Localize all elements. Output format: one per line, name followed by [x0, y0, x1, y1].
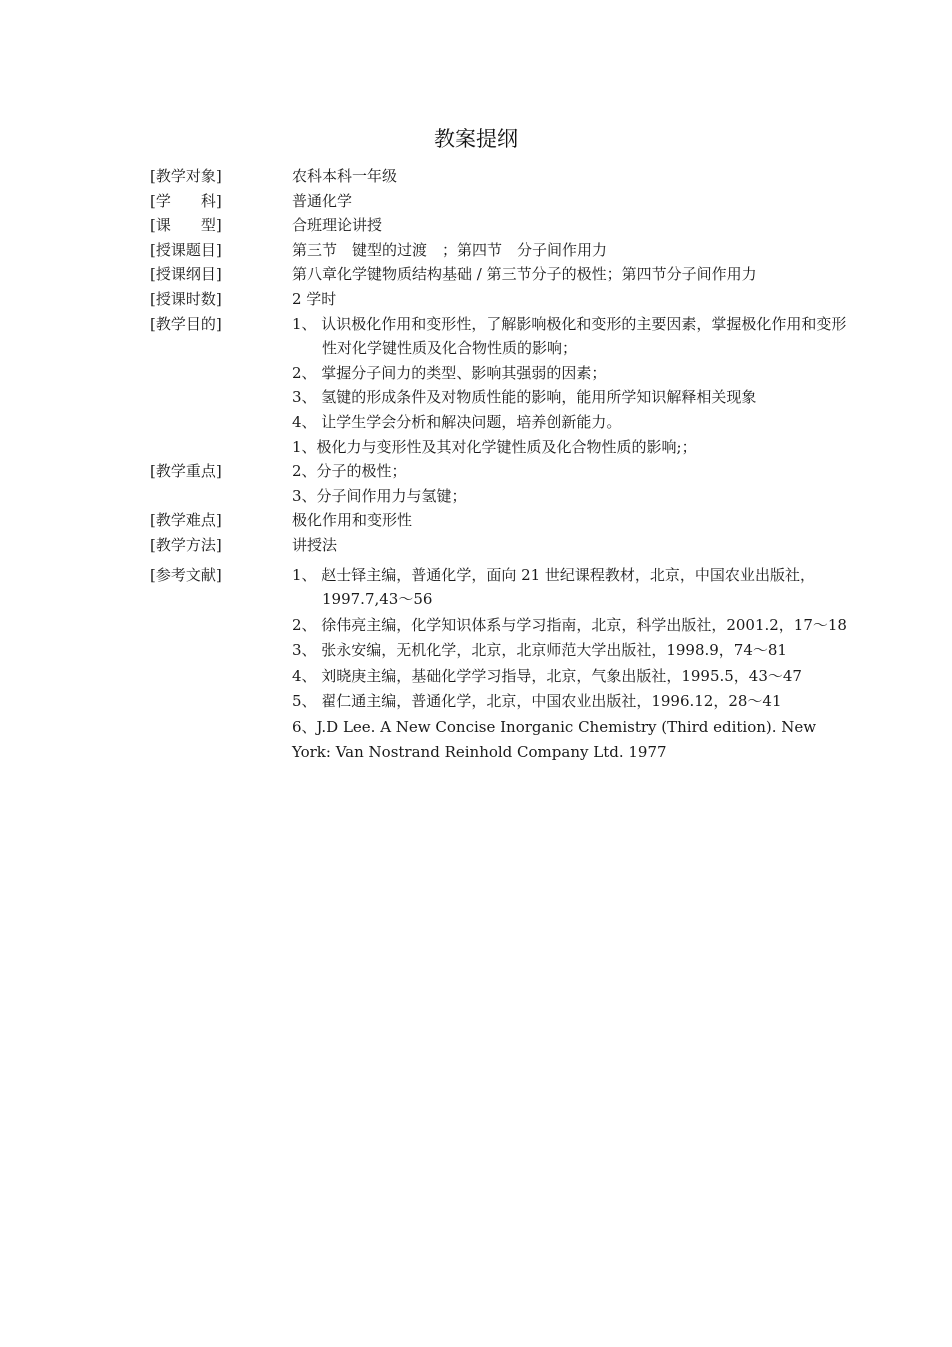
- field-value: 第八章化学键物质结构基础 / 第三节分子的极性；第四节分子间作用力: [292, 265, 757, 284]
- reference-item: 1、 赵士铎主编，普通化学，面向 21 世纪课程教材，北京，中国农业出版社，1997.7,43～56: [292, 565, 815, 609]
- list-item: 1、极化力与变形性及其对化学键性质及化合物性质的影响;；: [292, 437, 697, 456]
- field-label-text: [教学重点]: [150, 462, 222, 481]
- field-difficulties: [150, 508, 850, 533]
- reference-item: 3、 张永安编，无机化学，北京，北京师范大学出版社，1998.9，74～81: [292, 641, 787, 660]
- field-subject: [150, 189, 850, 214]
- reference-item: 4、 刘晓庚主编，基础化学学习指导，北京，气象出版社，1995.5，43～47: [292, 666, 802, 685]
- field-topic: [150, 238, 850, 263]
- reference-item: 2、 徐伟亮主编，化学知识体系与学习指南，北京，科学出版社，2001.2，17～18: [292, 615, 847, 634]
- reference-item: 6、J.D Lee. A New Concise Inorganic Chemistry (Third edition). New York: Van Nostrand Reinhold Company Ltd. 1977: [292, 718, 817, 761]
- field-label: [参考文献]: [150, 565, 222, 584]
- field-objectives: [150, 312, 850, 435]
- field-references: [150, 563, 850, 765]
- field-key-points: [150, 435, 850, 509]
- field-value: [292, 435, 850, 509]
- lesson-plan-fields: [150, 164, 850, 764]
- field-label: [授课纲目]: [150, 265, 222, 284]
- field-value: 普通化学: [292, 191, 353, 210]
- field-value: 农科本科一年级: [292, 167, 398, 185]
- field-label: [教学目的]: [150, 314, 222, 333]
- field-label: [教学难点]: [150, 511, 222, 530]
- field-value: 讲授法: [292, 535, 338, 554]
- field-value: 极化作用和变形性: [292, 511, 413, 530]
- list-item: 4、 让学生学会分析和解决问题，培养创新能力。: [292, 412, 622, 431]
- list-item: 2、 掌握分子间力的类型、影响其强弱的因素；: [292, 363, 607, 382]
- field-label: [授课时数]: [150, 289, 222, 308]
- field-value: [292, 312, 850, 435]
- field-label: [教学方法]: [150, 535, 222, 554]
- field-hours: [150, 287, 850, 312]
- field-value: 第三节 键型的过渡 ；第四节 分子间作用力: [292, 240, 608, 259]
- page-title: 教案提纲: [434, 127, 518, 151]
- list-item: 3、 氢键的形成条件及对物质性能的影响，能用所学知识解释相关现象: [292, 388, 757, 407]
- field-label: [学 科]: [150, 191, 222, 210]
- field-value: 合班理论讲授: [292, 216, 383, 235]
- field-methods: [150, 533, 850, 558]
- field-course-type: [150, 213, 850, 238]
- field-value: [292, 563, 850, 765]
- field-outline: [150, 262, 850, 287]
- field-label: [教学对象]: [150, 167, 222, 185]
- field-label: [课 型]: [150, 216, 222, 235]
- field-value: 2 学时: [292, 289, 337, 308]
- list-item: 3、分子间作用力与氢键；: [292, 486, 467, 505]
- list-item: 1、 认识极化作用和变形性，了解影响极化和变形的主要因素，掌握极化作用和变形性对化学键性质及化合物性质的影响；: [292, 314, 847, 358]
- field-label: [150, 435, 292, 509]
- field-label: [授课题目]: [150, 240, 222, 259]
- list-item: 2、分子的极性；: [292, 462, 407, 481]
- field-audience: [150, 164, 850, 189]
- reference-item: 5、 翟仁通主编，普通化学，北京，中国农业出版社，1996.12，28～41: [292, 692, 782, 711]
